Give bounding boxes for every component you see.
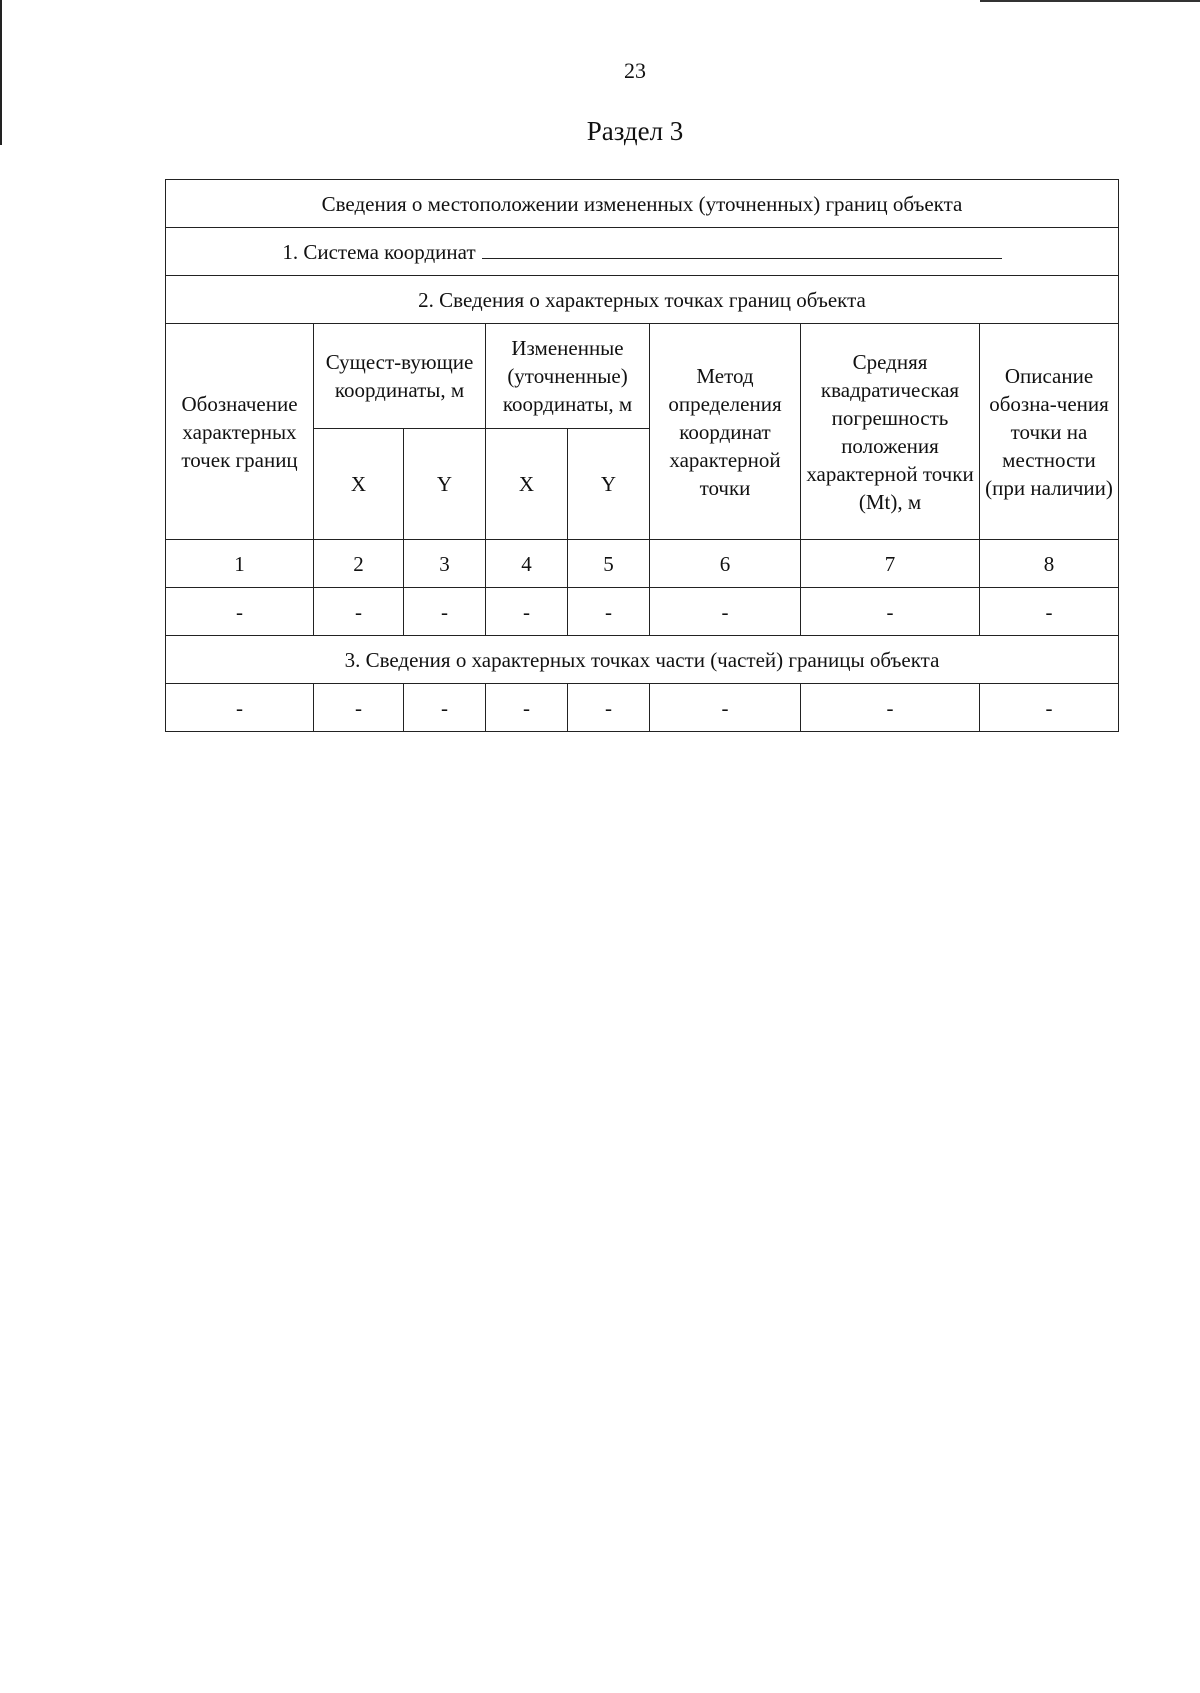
- table-cell: -: [650, 588, 801, 636]
- points-heading-row: [166, 276, 1119, 324]
- subheader-existing-y: Y: [404, 429, 486, 540]
- column-number-row: [166, 540, 1119, 588]
- subheader-existing-x: X: [314, 429, 404, 540]
- table-cell: -: [404, 588, 486, 636]
- boundary-table: [165, 179, 1119, 732]
- table-cell: -: [314, 588, 404, 636]
- table-cell: -: [980, 684, 1119, 732]
- table-title: Сведения о местоположении измененных (уточненных) границ объекта: [166, 180, 1119, 228]
- table-cell: -: [568, 588, 650, 636]
- column-number: 3: [404, 540, 486, 588]
- header-changed: Измененные (уточненные) координаты, м: [486, 324, 650, 429]
- table-cell: -: [486, 588, 568, 636]
- table-cell: -: [568, 684, 650, 732]
- header-error: Средняя квадратическая погрешность положения характерной точки (Mt), м: [801, 324, 980, 540]
- header-row: [166, 324, 1119, 429]
- section-title: Раздел 3: [586, 116, 684, 146]
- points-heading: 2. Сведения о характерных точках границ объекта: [166, 276, 1119, 324]
- table-cell: -: [980, 588, 1119, 636]
- column-number: 1: [166, 540, 314, 588]
- subheader-changed-x: X: [486, 429, 568, 540]
- column-number: 7: [801, 540, 980, 588]
- header-description: Описание обозна-чения точки на местности (при наличии): [980, 324, 1119, 540]
- table-cell: -: [650, 684, 801, 732]
- column-number: 8: [980, 540, 1119, 588]
- coordinate-system-cell: [166, 228, 1119, 276]
- coordinate-system-label: 1. Система координат: [282, 239, 476, 264]
- table-cell: -: [166, 588, 314, 636]
- header-designation: Обозначение характерных точек границ: [166, 324, 314, 540]
- table-cell: -: [486, 684, 568, 732]
- header-method: Метод определения координат характерной точки: [650, 324, 801, 540]
- table-title-row: [166, 180, 1119, 228]
- parts-data-row: [166, 684, 1119, 732]
- table-cell: -: [801, 588, 980, 636]
- parts-heading-row: [166, 636, 1119, 684]
- coordinate-system-blank: [482, 238, 1002, 259]
- column-number: 2: [314, 540, 404, 588]
- subheader-changed-y: Y: [568, 429, 650, 540]
- table-cell: -: [404, 684, 486, 732]
- parts-heading: 3. Сведения о характерных точках части (частей) границы объекта: [166, 636, 1119, 684]
- table-cell: -: [314, 684, 404, 732]
- table-cell: -: [166, 684, 314, 732]
- column-number: 6: [650, 540, 801, 588]
- column-number: 5: [568, 540, 650, 588]
- coordinate-system-row: [166, 228, 1119, 276]
- column-number: 4: [486, 540, 568, 588]
- points-data-row: [166, 588, 1119, 636]
- header-existing: Сущест-вующие координаты, м: [314, 324, 486, 429]
- scan-edge-top: [980, 0, 1200, 2]
- page-number: 23: [624, 58, 646, 83]
- table-cell: -: [801, 684, 980, 732]
